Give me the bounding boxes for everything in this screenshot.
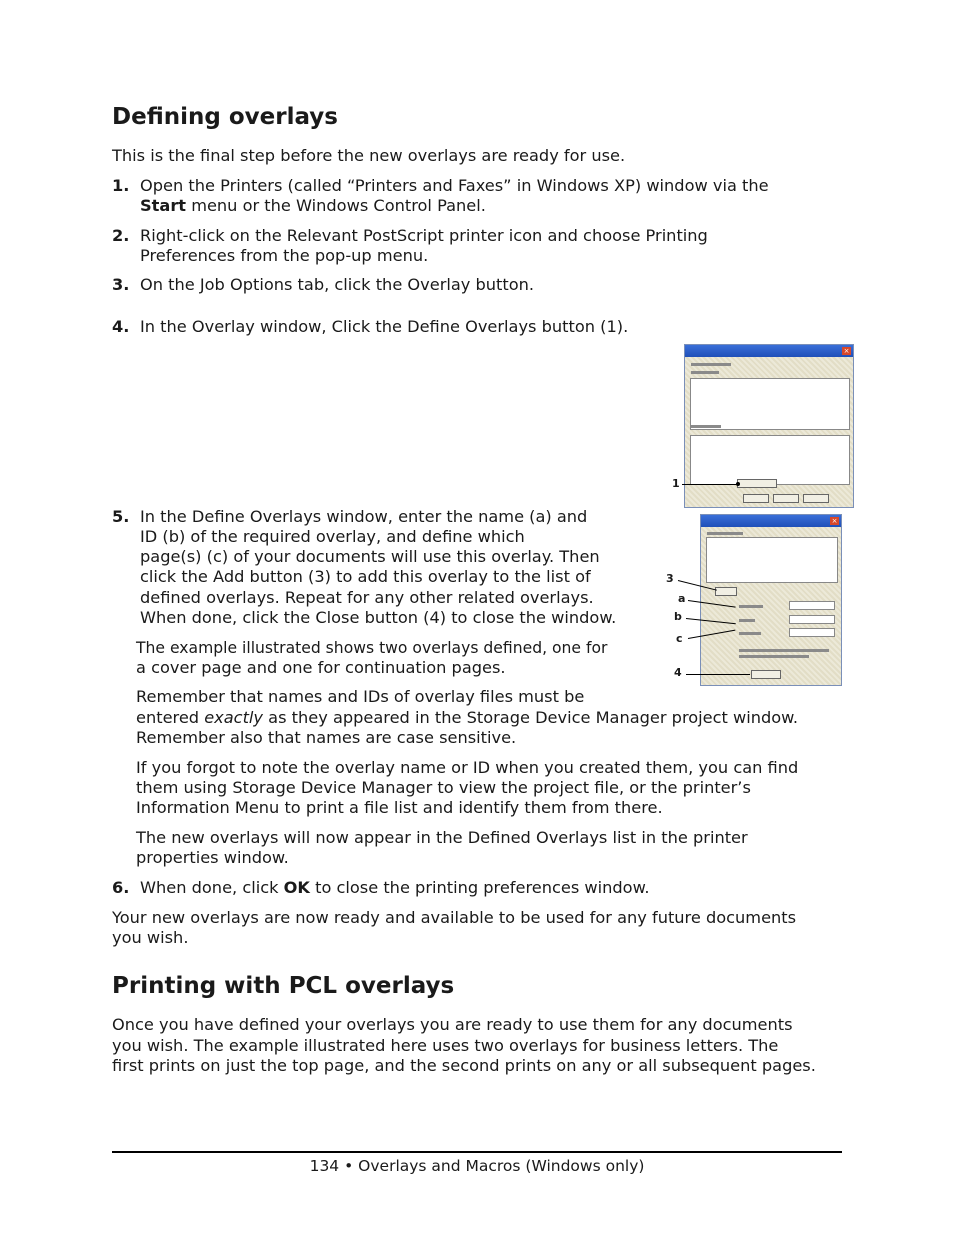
- outro-paragraph: you wish.: [112, 928, 189, 947]
- callout-label: c: [676, 632, 683, 645]
- note-paragraph: The example illustrated shows two overlays defined, one for: [136, 639, 608, 657]
- callout-label: a: [678, 592, 686, 605]
- define-overlays-window-image: ×: [700, 514, 842, 686]
- note-paragraph: a cover page and one for continuation pages.: [136, 658, 506, 677]
- step-text: Preferences from the pop-up menu.: [140, 246, 429, 265]
- section-heading-printing-with-pcl-overlays: Printing with PCL overlays: [112, 973, 455, 999]
- step-number: 3.: [112, 275, 130, 294]
- callout-label: 1: [672, 477, 680, 490]
- step-text: When done, click the Close button (4) to close the window.: [140, 608, 617, 627]
- callout-label: 3: [666, 572, 674, 585]
- note-paragraph: them using Storage Device Manager to view the project file, or the printer’s: [136, 778, 751, 797]
- footer-rule: [112, 1151, 842, 1153]
- define-overlays-window-screenshot: [664, 514, 844, 690]
- step-text: Start menu or the Windows Control Panel.: [140, 196, 486, 215]
- step-text: defined overlays. Repeat for any other related overlays.: [140, 588, 594, 607]
- step-text: In the Overlay window, Click the Define Overlays button (1).: [140, 317, 629, 336]
- note-paragraph: The new overlays will now appear in the Defined Overlays list in the printer: [136, 828, 748, 847]
- body-paragraph: you wish. The example illustrated here uses two overlays for business letters. The: [112, 1036, 779, 1055]
- step-number: 5.: [112, 507, 130, 526]
- step-text: ID (b) of the required overlay, and define which: [140, 527, 525, 546]
- note-paragraph: Remember that names and IDs of overlay files must be: [136, 687, 585, 706]
- page-footer: 134 • Overlays and Macros (Windows only): [309, 1157, 645, 1175]
- overlay-window-image: ×: [684, 344, 854, 508]
- body-paragraph: Once you have defined your overlays you are ready to use them for any documents: [112, 1015, 793, 1034]
- intro-paragraph: This is the final step before the new overlays are ready for use.: [112, 146, 626, 165]
- note-paragraph: Remember also that names are case sensitive.: [136, 728, 517, 747]
- step-number: 6.: [112, 878, 130, 897]
- body-paragraph: first prints on just the top page, and the second prints on any or all subsequent pages.: [112, 1056, 816, 1075]
- note-paragraph: Information Menu to print a file list and identify them from there.: [136, 798, 663, 817]
- step-number: 2.: [112, 226, 130, 245]
- callout-label: 4: [674, 666, 682, 679]
- step-text: When done, click OK to close the printing preferences window.: [140, 878, 650, 897]
- step-text: page(s) (c) of your documents will use this overlay. Then: [140, 547, 600, 566]
- callout-label: b: [674, 610, 682, 623]
- step-text: click the Add button (3) to add this overlay to the list of: [140, 567, 591, 586]
- note-paragraph: entered exactly as they appeared in the Storage Device Manager project window.: [136, 708, 799, 727]
- section-heading-defining-overlays: Defining overlays: [112, 104, 338, 130]
- step-number: 4.: [112, 317, 130, 336]
- step-text: Open the Printers (called “Printers and Faxes” in Windows XP) window via the: [140, 176, 769, 195]
- step-text: In the Define Overlays window, enter the name (a) and: [140, 507, 588, 526]
- note-paragraph: If you forgot to note the overlay name or ID when you created them, you can find: [136, 758, 799, 777]
- step-number: 1.: [112, 176, 130, 195]
- step-text: On the Job Options tab, click the Overlay button.: [140, 275, 535, 294]
- step-text: Right-click on the Relevant PostScript printer icon and choose Printing: [140, 226, 708, 245]
- outro-paragraph: Your new overlays are now ready and available to be used for any future documents: [112, 908, 797, 927]
- overlay-window-screenshot: [670, 344, 856, 510]
- note-paragraph: properties window.: [136, 848, 289, 867]
